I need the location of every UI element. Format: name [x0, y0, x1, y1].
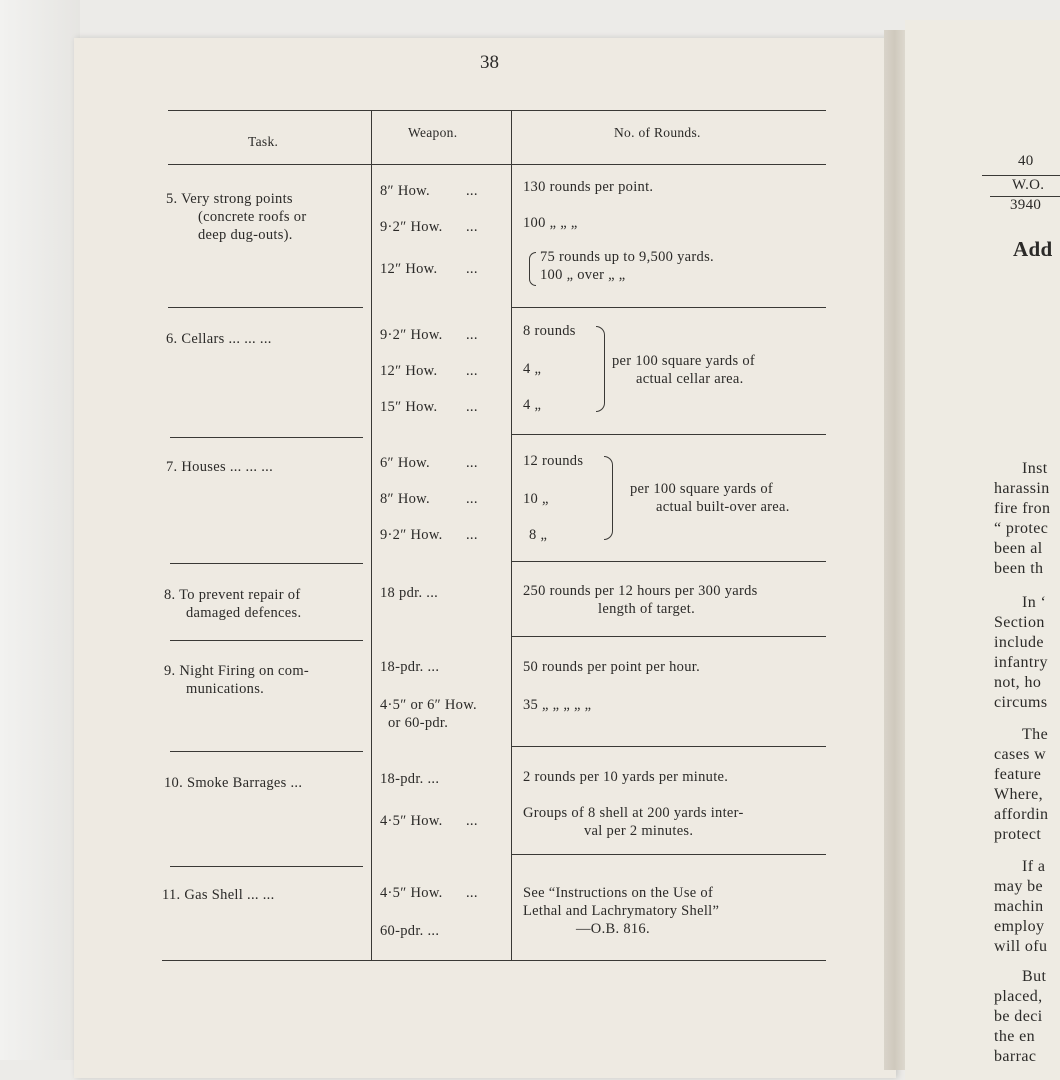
weapon-8: 18 pdr. ... [380, 585, 439, 601]
right-page-line: been th [994, 560, 1044, 577]
right-page-line: protect [994, 826, 1042, 843]
weapon-dots: ... [466, 455, 478, 471]
right-page-line: The [1022, 726, 1049, 743]
note-6-1: per 100 square yards of [612, 353, 755, 369]
task-9-line2: munications. [186, 681, 265, 697]
row-rule-7a [170, 563, 363, 564]
right-page-line: If a [1022, 858, 1046, 875]
brace-6 [596, 326, 605, 412]
row-rule-5a [168, 307, 363, 308]
page-number: 38 [480, 52, 499, 73]
task-8-line1: 8. To prevent repair of [164, 587, 301, 603]
right-page-line: Where, [994, 786, 1044, 803]
right-page-line: feature [994, 766, 1042, 783]
task-5-line2: (concrete roofs or [198, 209, 307, 225]
right-page-line: In ‘ [1022, 594, 1047, 611]
rounds-11-2: Lethal and Lachrymatory Shell” [523, 903, 720, 919]
row-rule-9a [170, 751, 363, 752]
row-rule-9b [512, 746, 826, 747]
right-page-line: barrac [994, 1048, 1037, 1065]
row-rule-10b [512, 854, 826, 855]
weapon-6-2: 12″ How. [380, 363, 438, 379]
header-rounds: No. of Rounds. [614, 125, 701, 140]
table-bottom-rule [162, 960, 826, 961]
weapon-6-3: 15″ How. [380, 399, 438, 415]
weapon-7-3: 9·2″ How. [380, 527, 443, 543]
rounds-10-3: val per 2 minutes. [584, 823, 694, 839]
right-page-line: affordin [994, 806, 1049, 823]
weapon-dots: ... [466, 813, 478, 829]
right-page-line: not, ho [994, 674, 1042, 691]
weapon-7-2: 8″ How. [380, 491, 430, 507]
rounds-10-1: 2 rounds per 10 yards per minute. [523, 769, 729, 785]
rounds-6-2: 4 „ [523, 361, 542, 377]
row-rule-6b [512, 434, 826, 435]
weapon-11-2: 60-pdr. ... [380, 923, 440, 939]
row-rule-7b [512, 561, 826, 562]
weapon-dots: ... [466, 261, 478, 277]
weapon-dots: ... [466, 327, 478, 343]
note-6-2: actual cellar area. [636, 371, 744, 387]
weapon-11-1: 4·5″ How. [380, 885, 443, 901]
weapon-dots: ... [466, 527, 478, 543]
right-page-number: 40 [1018, 153, 1034, 169]
rounds-7-2: 10 „ [523, 491, 549, 507]
weapon-dots: ... [466, 885, 478, 901]
row-rule-6a [170, 437, 363, 438]
rounds-6-1: 8 rounds [523, 323, 576, 339]
weapon-dots: ... [466, 491, 478, 507]
header-task: Task. [248, 134, 279, 149]
rounds-9-1: 50 rounds per point per hour. [523, 659, 701, 675]
brace-5 [529, 252, 536, 286]
rounds-5-2: 100 „ „ „ [523, 215, 578, 231]
right-page-line: will ofu [994, 938, 1048, 955]
rounds-7-3: 8 „ [529, 527, 548, 543]
task-5-line1: 5. Very strong points [166, 191, 293, 207]
rounds-8-1: 250 rounds per 12 hours per 300 yards [523, 583, 758, 599]
weapon-dots: ... [466, 183, 478, 199]
right-page-line: been al [994, 540, 1043, 557]
weapon-7-1: 6″ How. [380, 455, 430, 471]
task-6: 6. Cellars ... ... ... [166, 331, 272, 347]
column-divider-2 [511, 110, 512, 960]
rounds-8-2: length of target. [598, 601, 696, 617]
weapon-9-2: 4·5″ or 6″ How. [380, 697, 477, 713]
right-page-line: Inst [1022, 460, 1048, 477]
column-divider-1 [371, 110, 372, 960]
rounds-11-1: See “Instructions on the Use of [523, 885, 714, 901]
weapon-dots: ... [466, 363, 478, 379]
right-page-line: But [1022, 968, 1047, 985]
task-9-line1: 9. Night Firing on com- [164, 663, 310, 679]
header-weapon: Weapon. [408, 125, 458, 140]
task-7: 7. Houses ... ... ... [166, 459, 273, 475]
right-page-ref: 3940 [1010, 197, 1042, 213]
weapon-dots: ... [466, 219, 478, 235]
rounds-6-3: 4 „ [523, 397, 542, 413]
right-page-line: may be [994, 878, 1044, 895]
background-left [0, 0, 80, 1060]
right-page-wo: W.O. [1012, 177, 1045, 193]
weapon-6-1: 9·2″ How. [380, 327, 443, 343]
row-rule-5b [512, 307, 826, 308]
rounds-9-2: 35 „ „ „ „ „ [523, 697, 592, 713]
right-page-line: be deci [994, 1008, 1043, 1025]
right-page-line: circums [994, 694, 1048, 711]
right-page-line: Section [994, 614, 1045, 631]
rounds-5-4: 100 „ over „ „ [540, 267, 626, 283]
right-page-line: placed, [994, 988, 1043, 1005]
rounds-5-1: 130 rounds per point. [523, 179, 654, 195]
weapon-5-2: 9·2″ How. [380, 219, 443, 235]
weapon-10-1: 18-pdr. ... [380, 771, 440, 787]
right-page-line: include [994, 634, 1044, 651]
right-page-line: “ protec [994, 520, 1049, 537]
right-page-line: employ [994, 918, 1045, 935]
right-page-line: cases w [994, 746, 1047, 763]
task-8-line2: damaged defences. [186, 605, 302, 621]
row-rule-8a [170, 640, 363, 641]
rounds-5-3: 75 rounds up to 9,500 yards. [540, 249, 714, 265]
row-rule-8b [512, 636, 826, 637]
right-page-heading: Add [1013, 237, 1053, 261]
weapon-9-3: or 60-pdr. [388, 715, 449, 731]
right-page-line: infantry [994, 654, 1048, 671]
note-7-1: per 100 square yards of [630, 481, 773, 497]
note-7-2: actual built-over area. [656, 499, 790, 515]
brace-7 [604, 456, 613, 540]
header-bottom-rule [168, 164, 826, 165]
task-11: 11. Gas Shell ... ... [162, 887, 275, 903]
weapon-dots: ... [466, 399, 478, 415]
weapon-10-2: 4·5″ How. [380, 813, 443, 829]
rounds-7-1: 12 rounds [523, 453, 584, 469]
right-page-line: harassin [994, 480, 1050, 497]
task-5-line3: deep dug-outs). [198, 227, 293, 243]
task-10: 10. Smoke Barrages ... [164, 775, 303, 791]
rounds-10-2: Groups of 8 shell at 200 yards inter- [523, 805, 744, 821]
right-page-line: the en [994, 1028, 1036, 1045]
rounds-11-3: —O.B. 816. [576, 921, 650, 937]
weapon-5-3: 12″ How. [380, 261, 438, 277]
right-page-line: fire fron [994, 500, 1051, 517]
right-page-line: machin [994, 898, 1044, 915]
row-rule-10a [170, 866, 363, 867]
table-top-rule [168, 110, 826, 111]
weapon-9-1: 18-pdr. ... [380, 659, 440, 675]
weapon-5-1: 8″ How. [380, 183, 430, 199]
